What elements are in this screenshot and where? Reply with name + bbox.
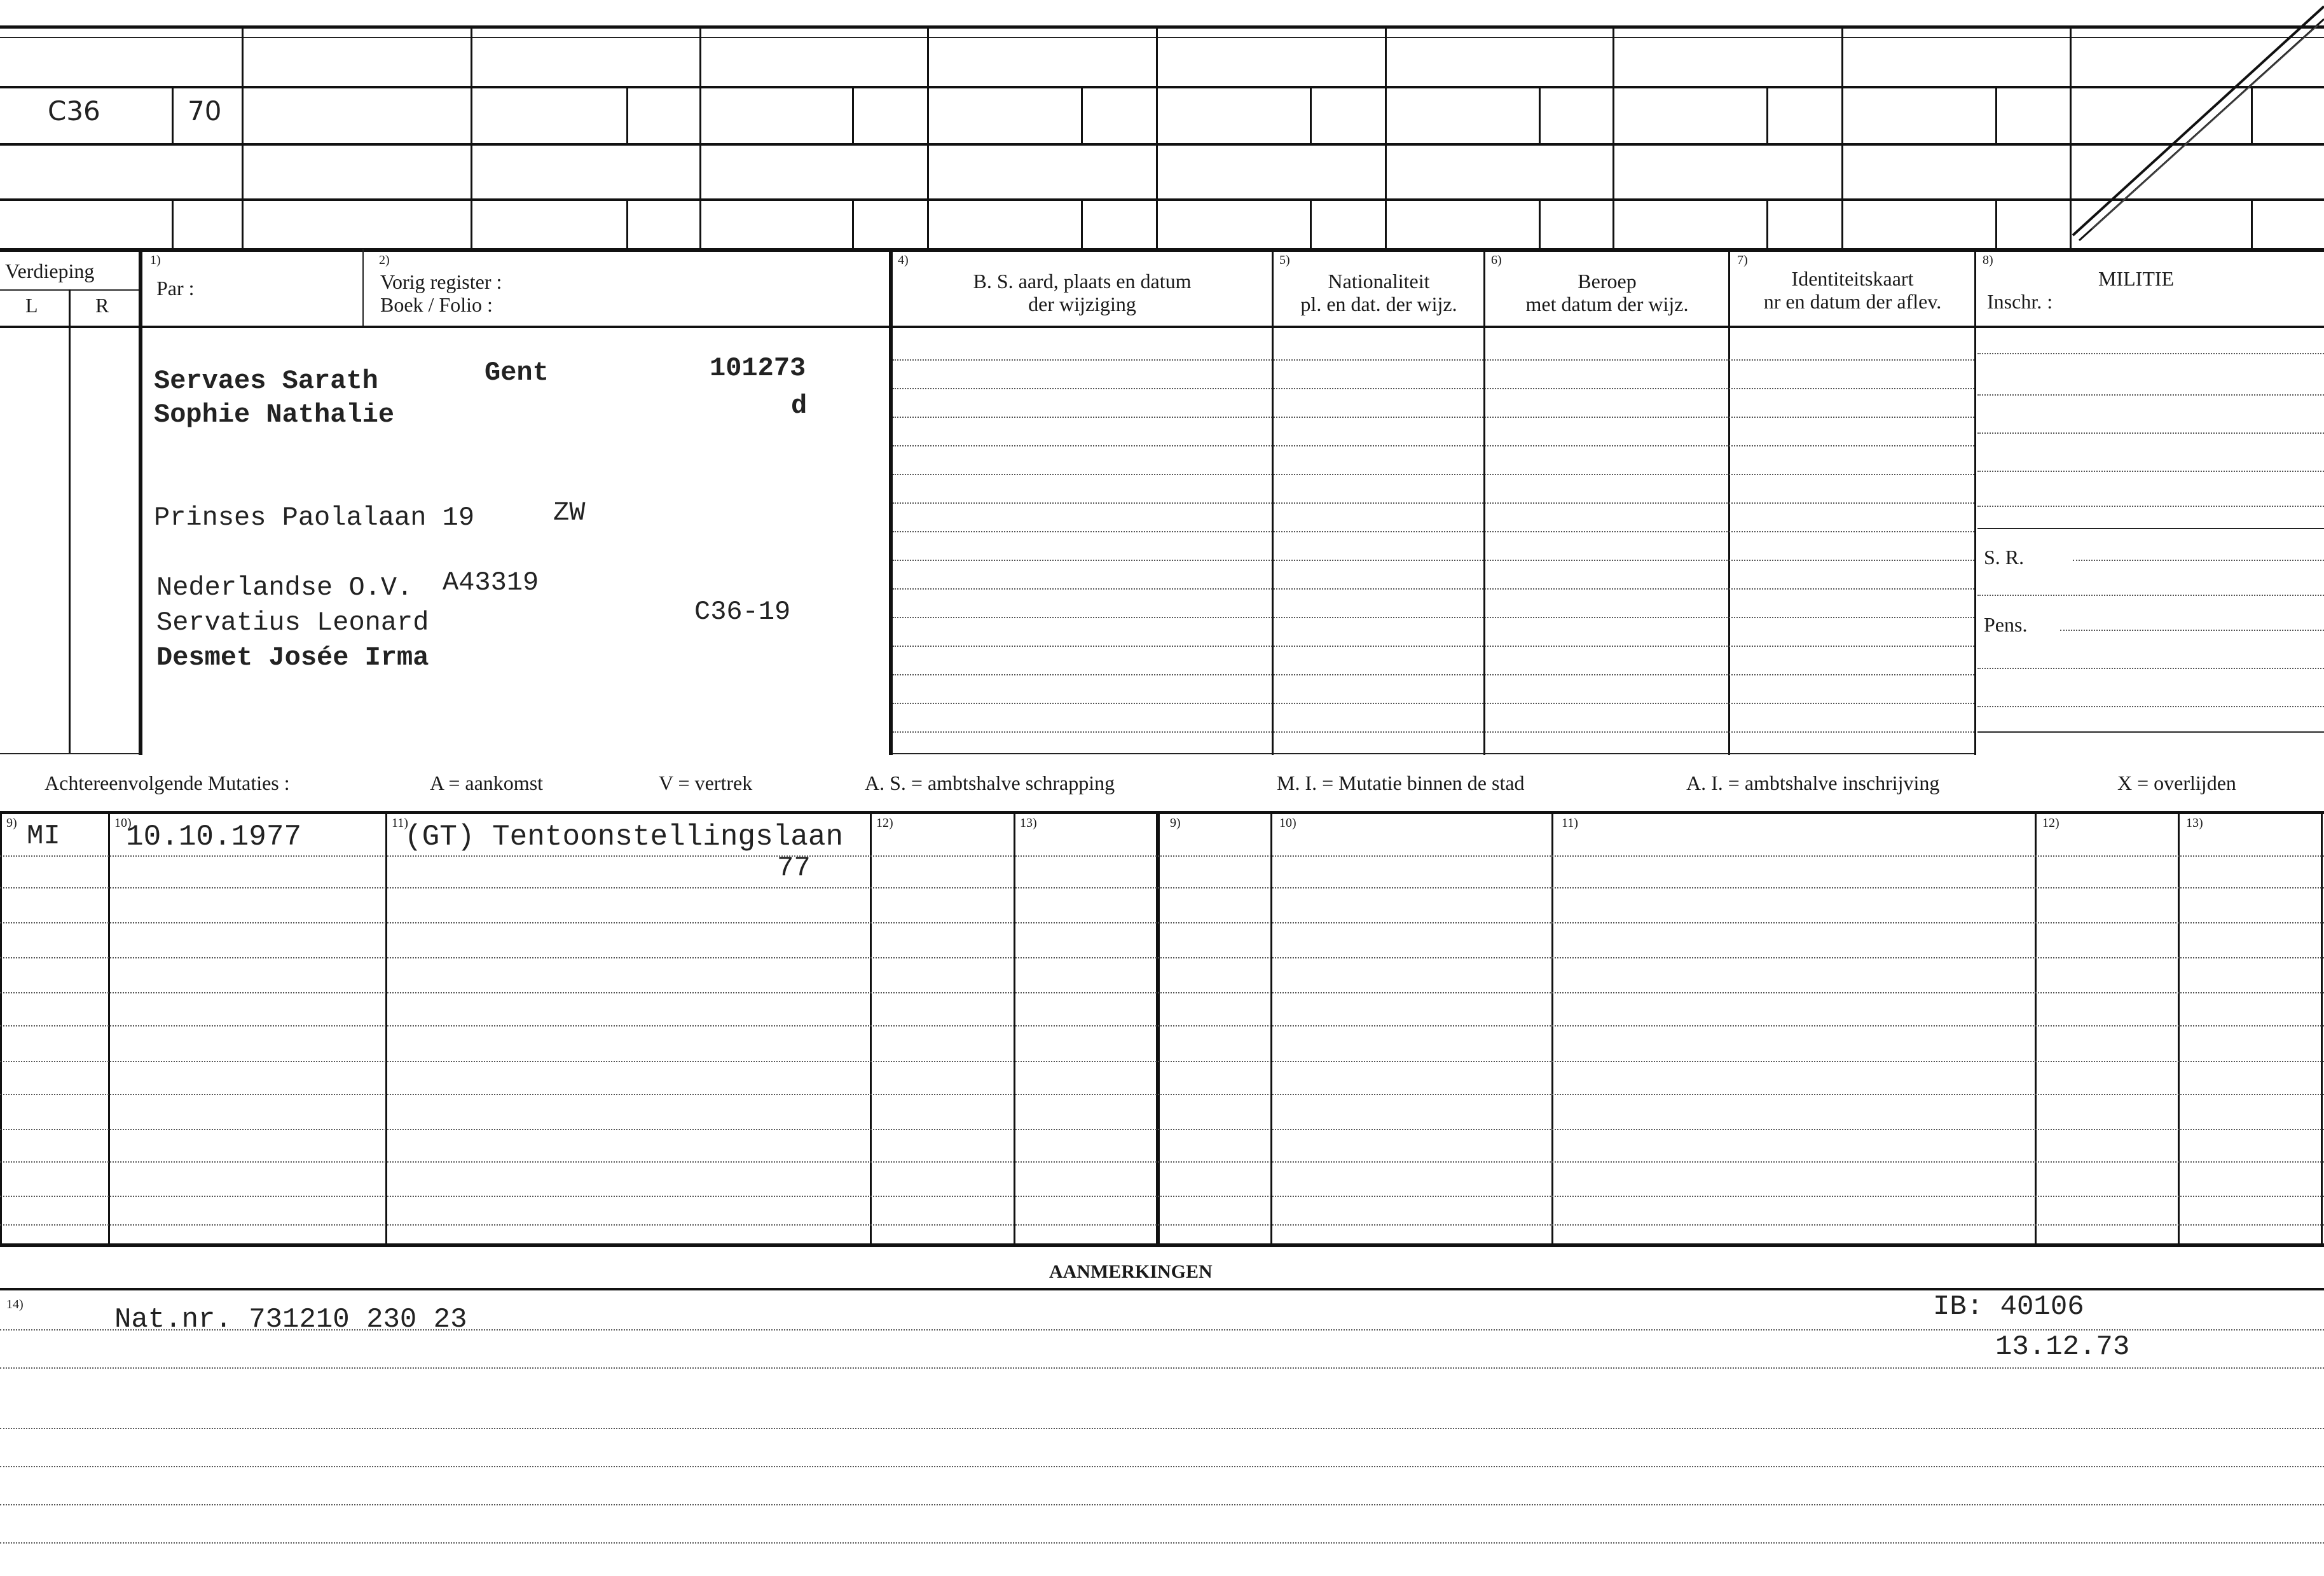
dotted-line: [893, 646, 1974, 647]
l-label: L: [25, 294, 38, 317]
boek-folio-label: Boek / Folio :: [380, 293, 493, 316]
dotted-line: [893, 359, 1974, 361]
mut-dotted: [0, 887, 2324, 888]
top-minor-sep: [626, 198, 628, 249]
remarks-top-line: [0, 1288, 2324, 1290]
mut-dotted: [0, 1224, 2324, 1226]
col5-num: 5): [1279, 253, 1290, 267]
remarks-dotted: [0, 1428, 2324, 1429]
remarks-dotted: [0, 1466, 2324, 1467]
top-minor-sep: [852, 87, 854, 143]
id-label-1: Identiteitskaart: [1791, 267, 1914, 290]
mut-dotted: [0, 992, 2324, 993]
top-col-sep: [699, 27, 701, 249]
top-col-sep: [471, 27, 472, 249]
person-ref: C36-19: [694, 597, 791, 627]
militie-dotted: [1977, 706, 2324, 707]
top-minor-sep: [1081, 198, 1083, 249]
top-minor-sep: [1081, 87, 1083, 143]
dotted-line: [893, 703, 1974, 704]
mut-dotted: [0, 1025, 2324, 1026]
col-sep-1: [139, 249, 142, 755]
col7-num: 7): [1737, 253, 1748, 267]
legend-x: X = overlijden: [2117, 771, 2236, 794]
mut-dotted: [0, 1161, 2324, 1163]
remarks-dotted: [0, 1504, 2324, 1505]
mutation-street: (GT) Tentoonstellingslaan: [404, 820, 844, 854]
remarks-title: AANMERKINGEN: [1049, 1261, 1213, 1282]
person-id-number: A43319: [443, 567, 539, 598]
mut-dotted: [0, 1094, 2324, 1095]
militie-dotted: [1977, 394, 2324, 396]
militie-solid: [1977, 731, 2324, 733]
dotted-line: [893, 474, 1974, 475]
col-sep-2: [362, 249, 364, 326]
legend-mi: M. I. = Mutatie binnen de stad: [1277, 771, 1525, 794]
militie-dotted: [1977, 432, 2324, 434]
top-code: C36: [48, 95, 100, 127]
top-minor-sep: [1995, 87, 1997, 143]
col-sep-8: [1974, 249, 1976, 755]
mut-dotted: [0, 1061, 2324, 1062]
col6-num: 6): [1491, 253, 1502, 267]
militie-dotted: [2073, 560, 2324, 561]
person-place: Gent: [485, 357, 549, 388]
legend-as: A. S. = ambtshalve schrapping: [865, 771, 1115, 794]
dotted-line: [893, 445, 1974, 446]
top-row-line-3: [0, 198, 2324, 201]
remarks-dotted: [0, 1329, 2324, 1331]
top-minor-sep: [1539, 87, 1541, 143]
col4-num: 4): [898, 253, 909, 267]
dotted-line: [893, 617, 1974, 618]
person-name-1: Servaes Sarath: [154, 366, 378, 396]
mutation-type: MI: [27, 820, 60, 852]
legend-ai: A. I. = ambtshalve inschrijving: [1686, 771, 1940, 794]
top-minor-sep: [1995, 198, 1997, 249]
top-minor-sep: [1539, 198, 1541, 249]
top-col-sep: [927, 27, 929, 249]
top-minor-sep: [1766, 87, 1768, 143]
beroep-label-1: Beroep: [1578, 270, 1637, 293]
mut-h10-right: 10): [1279, 816, 1296, 830]
militie-dotted: [1977, 471, 2324, 472]
person-mother: Desmet Josée Irma: [156, 642, 429, 673]
top-col-sep: [242, 27, 244, 249]
bs-label-1: B. S. aard, plaats en datum: [973, 270, 1192, 293]
person-name-2: Sophie Nathalie: [154, 399, 395, 430]
col2-num: 2): [379, 253, 390, 267]
mut-dotted: [0, 957, 2324, 958]
person-nationality: Nederlandse O.V.: [156, 572, 413, 603]
top-minor-sep: [626, 87, 628, 143]
col1-num: 1): [150, 253, 161, 267]
mut-col-sep: [2178, 812, 2180, 1245]
person-sex: d: [791, 391, 808, 421]
verdieping-bottom: [0, 753, 140, 754]
person-father: Servatius Leonard: [156, 607, 429, 638]
top-col-sep: [1612, 27, 1614, 249]
dotted-line: [893, 674, 1974, 675]
mutation-house: 77: [777, 852, 811, 884]
militie-dotted: [2060, 630, 2324, 631]
top-number: 70: [188, 95, 222, 127]
mut-h9-left: 9): [6, 816, 17, 830]
militie-solid: [1977, 528, 2324, 529]
bs-label-2: der wijziging: [1028, 293, 1136, 315]
mut-dotted: [0, 1196, 2324, 1197]
militie-dotted: [1977, 506, 2324, 507]
top-minor-sep: [1310, 198, 1312, 249]
mut-col-sep: [1014, 812, 1015, 1245]
person-zone: ZW: [553, 497, 586, 528]
top-minor-sep: [172, 198, 174, 249]
remarks-dotted: [0, 1367, 2324, 1369]
top-border-inner: [0, 37, 2324, 38]
militie-label: MILITIE: [2098, 267, 2175, 290]
mut-h12-left: 12): [876, 816, 893, 830]
beroep-label-2: met datum der wijz.: [1525, 293, 1689, 315]
person-address: Prinses Paolalaan 19: [154, 502, 475, 533]
top-col-sep: [1156, 27, 1158, 249]
par-label: Par :: [156, 277, 195, 300]
mut-dotted: [0, 855, 2324, 857]
id-label-2: nr en datum der aflev.: [1763, 290, 1942, 313]
mut-h13-left: 13): [1020, 816, 1037, 830]
mut-col-sep: [870, 812, 872, 1245]
top-minor-sep: [852, 198, 854, 249]
mut-mid-sep: [1156, 812, 1160, 1245]
mut-col-sep: [1551, 812, 1553, 1245]
remarks-ib-date: 13.12.73: [1995, 1331, 2130, 1363]
top-row-line-1: [0, 86, 2324, 88]
mut-col-sep: [0, 812, 2, 1245]
mutations-top: [0, 811, 2324, 814]
dotted-line: [893, 388, 1974, 389]
mut-h10-left: 10): [114, 816, 132, 830]
mut-col-sep: [385, 812, 387, 1245]
legend-title: Achtereenvolgende Mutaties :: [45, 771, 290, 794]
vorig-register-label: Vorig register :: [380, 270, 502, 293]
nat-label-1: Nationaliteit: [1328, 270, 1430, 293]
top-minor-sep: [1766, 198, 1768, 249]
remarks-natnr: Nat.nr. 731210 230 23: [114, 1304, 467, 1336]
strike-through-mark: [2066, 0, 2324, 254]
mutation-date: 10.10.1977: [126, 820, 302, 854]
r-label: R: [95, 294, 109, 317]
top-border: [0, 25, 2324, 29]
pens-label: Pens.: [1984, 613, 2028, 636]
mut-h13-right: 13): [2186, 816, 2203, 830]
mut-dotted: [0, 922, 2324, 923]
mut-h9-right: 9): [1170, 816, 1181, 830]
militie-dotted: [1977, 668, 2324, 669]
dotted-line: [893, 531, 1974, 532]
mutations-bottom: [0, 1243, 2324, 1247]
mut-dotted: [0, 1129, 2324, 1130]
top-col-sep: [1841, 27, 1843, 249]
legend-a: A = aankomst: [430, 771, 544, 794]
top-row-line-2: [0, 143, 2324, 146]
remarks-dotted: [0, 1542, 2324, 1544]
verdieping-label: Verdieping: [5, 259, 95, 282]
mut-col-sep: [2035, 812, 2037, 1245]
dotted-line: [893, 560, 1974, 561]
mut-col-sep: [108, 812, 110, 1245]
top-minor-sep: [172, 87, 174, 143]
legend-v: V = vertrek: [659, 771, 753, 794]
nat-label-2: pl. en dat. der wijz.: [1300, 293, 1457, 315]
top-minor-sep: [1310, 87, 1312, 143]
mut-col-sep: [1270, 812, 1272, 1245]
mut-h11-right: 11): [1562, 816, 1578, 830]
remarks-num: 14): [6, 1297, 24, 1311]
dotted-line: [893, 731, 1974, 733]
remarks-ib: IB: 40106: [1933, 1291, 2084, 1323]
sr-label: S. R.: [1984, 546, 2025, 569]
wijziging-bottom: [893, 753, 1974, 754]
dotted-line: [893, 588, 1974, 590]
col8-num: 8): [1983, 253, 1993, 267]
mut-h11-left: 11): [392, 816, 408, 830]
dotted-line: [893, 417, 1974, 418]
person-date-code: 101273: [710, 353, 806, 384]
militie-dotted: [1977, 353, 2324, 354]
col-lr-sep: [69, 289, 71, 754]
top-col-sep: [1385, 27, 1387, 249]
mut-col-sep: [2321, 812, 2323, 1245]
dotted-line: [893, 502, 1974, 504]
inschr-label: Inschr. :: [1987, 290, 2053, 313]
militie-dotted: [1977, 595, 2324, 596]
mut-h12-right: 12): [2042, 816, 2059, 830]
